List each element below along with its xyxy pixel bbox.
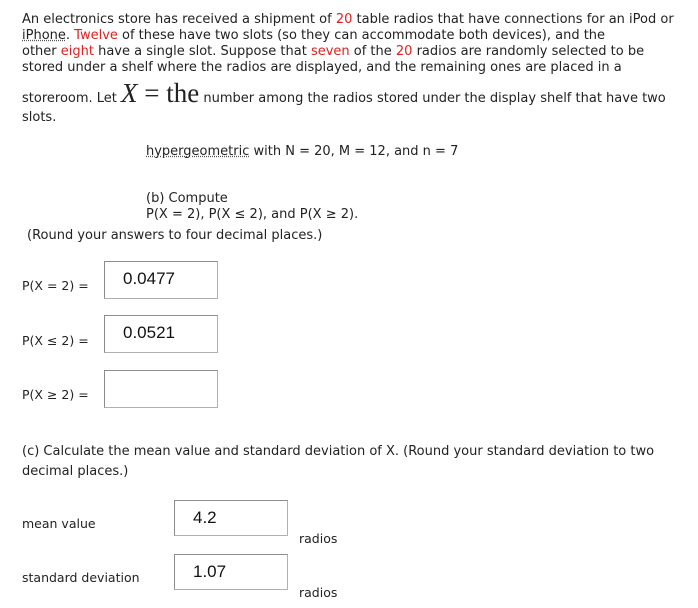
problem-line-6: slots. — [22, 110, 57, 125]
sd-unit: radios — [299, 585, 338, 600]
sd-label: standard deviation — [22, 570, 140, 585]
problem-line-1: An electronics store has received a shipment of 20 table radios that have connections for an iPod or — [22, 12, 674, 27]
iphone-term[interactable]: iPhone — [22, 28, 66, 43]
problem-line-4: stored under a shelf where the radios are displayed, and the remaining ones are placed in a — [22, 60, 622, 75]
p-ge-2-input[interactable] — [104, 370, 218, 408]
part-b-rounding-note: (Round your answers to four decimal places.) — [27, 228, 323, 243]
part-b-heading: (b) Compute — [146, 191, 228, 206]
mean-label: mean value — [22, 516, 96, 531]
sd-input[interactable]: 1.07 — [174, 554, 288, 590]
p-le-2-input[interactable]: 0.0521 — [104, 315, 218, 353]
hypergeometric-term[interactable]: hypergeometric — [146, 144, 250, 159]
part-b-question: P(X = 2), P(X ≤ 2), and P(X ≥ 2). — [146, 207, 359, 222]
p-eq-2-label: P(X = 2) = — [22, 278, 89, 293]
p-ge-2-label: P(X ≥ 2) = — [22, 387, 89, 402]
distribution-line: hypergeometric with N = 20, M = 12, and n = 7 — [146, 144, 459, 159]
problem-line-2: iPhone. Twelve of these have two slots (so they can accommodate both devices), and the — [22, 28, 606, 43]
problem-line-5: storeroom. Let X = the number among the radios stored under the display shelf that have two — [22, 78, 666, 108]
part-c-question-line-1: (c) Calculate the mean value and standard deviation of X. (Round your standard deviation to two — [22, 444, 655, 459]
mean-input[interactable]: 4.2 — [174, 500, 288, 536]
problem-line-3: other eight have a single slot. Suppose that seven of the 20 radios are randomly selected to be — [22, 44, 645, 59]
p-le-2-label: P(X ≤ 2) = — [22, 333, 89, 348]
mean-unit: radios — [299, 531, 338, 546]
p-eq-2-input[interactable]: 0.0477 — [104, 261, 218, 299]
part-c-question-line-2: decimal places.) — [22, 464, 129, 479]
x-variable: X — [121, 78, 138, 108]
